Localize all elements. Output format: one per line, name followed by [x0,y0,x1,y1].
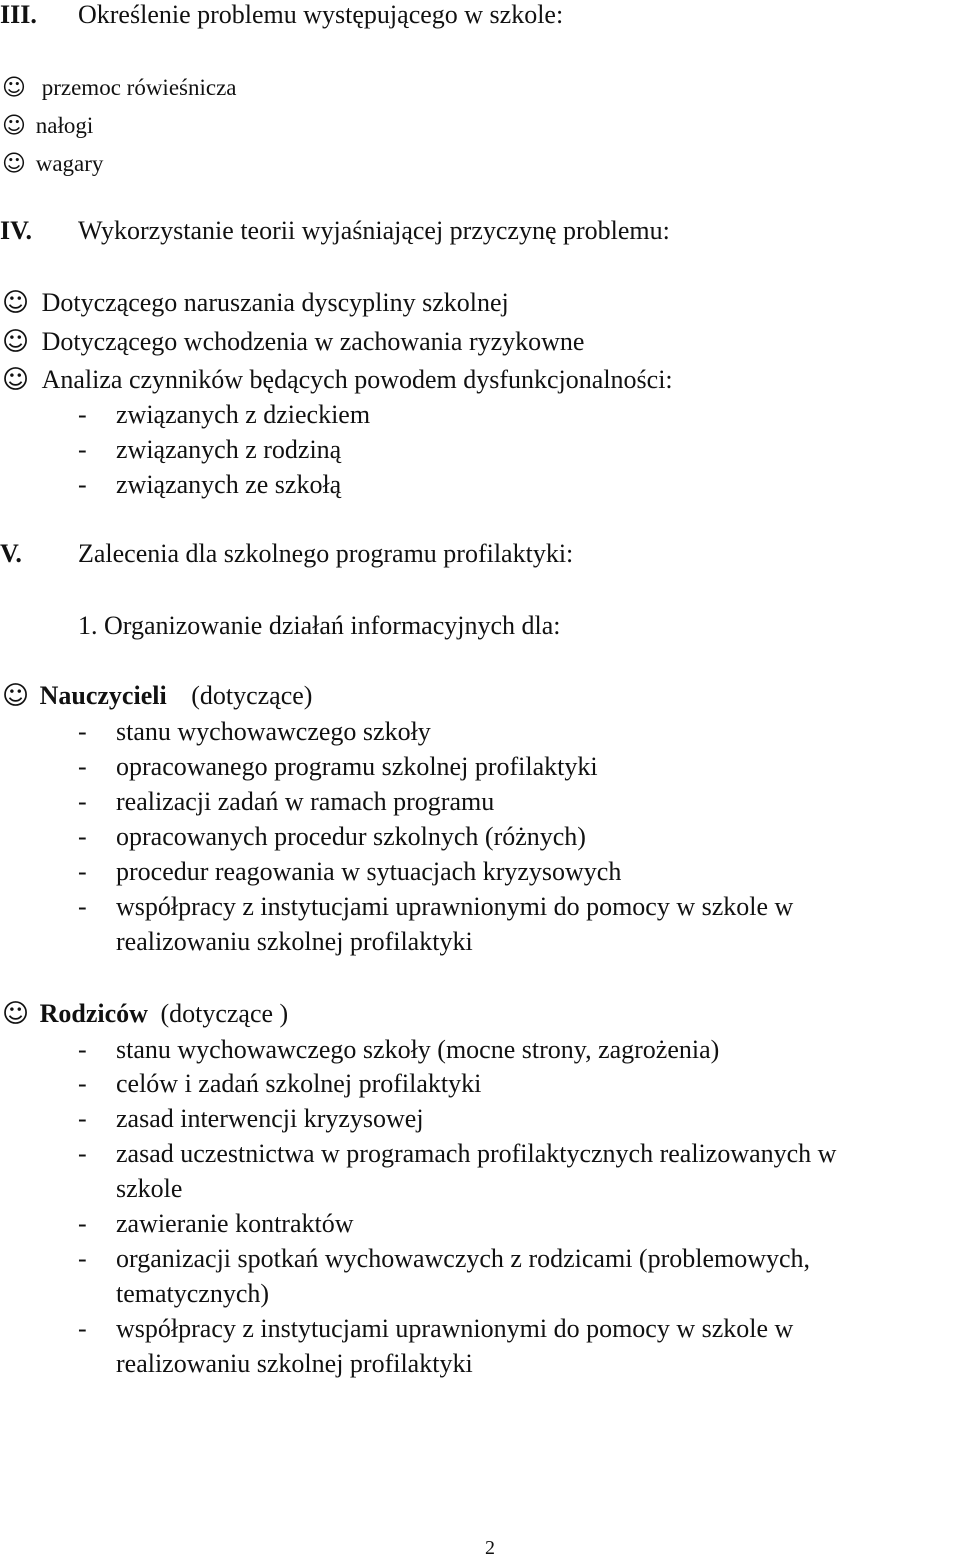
sub-item: związanych z rodziną [116,435,342,464]
section-title-4: Wykorzystanie teorii wyjaśniającej przyczynę problemu: [78,216,670,245]
teachers-item: opracowanych procedur szkolnych (różnych) [116,822,586,851]
dash-bullet: - [78,400,87,429]
list-item: ☺ Dotyczącego naruszania dyscypliny szkolnej [2,288,509,318]
teachers-item: realizacji zadań w ramach programu [116,787,495,816]
dash-bullet: - [78,1139,87,1168]
smiley-icon: ☺ [2,151,26,177]
dash-bullet: - [78,822,87,851]
dash-bullet: - [78,1314,87,1343]
list-item: ☺ Dotyczącego wchodzenia w zachowania ryzykowne [2,327,585,357]
dash-bullet: - [78,857,87,886]
sub-item: związanych z dzieckiem [116,400,371,429]
smiley-icon: ☺ [2,113,26,139]
parents-heading: ☺ Rodziców (dotyczące ) [2,999,289,1029]
teachers-item: procedur reagowania w sytuacjach kryzysowych [116,857,622,886]
dash-bullet: - [78,1035,87,1064]
dash-bullet: - [78,717,87,746]
teachers-item: opracowanego programu szkolnej profilaktyki [116,752,598,781]
numbered-item: 1. Organizowanie działań informacyjnych dla: [78,611,561,640]
dash-bullet: - [78,1069,87,1098]
dash-bullet: - [78,1244,87,1273]
list-item: ☺ Analiza czynników będących powodem dysfunkcjonalności: [2,365,673,395]
section-number-5: V. [0,539,22,568]
teachers-heading: ☺ Nauczycieli (dotyczące) [2,681,313,711]
dash-bullet: - [78,470,87,499]
parents-item-continuation: tematycznych) [116,1279,270,1308]
dash-bullet: - [78,892,87,921]
section-number-3: III. [0,0,37,29]
dash-bullet: - [78,1104,87,1133]
smiley-icon: ☺ [2,999,30,1029]
parents-item: stanu wychowawczego szkoły (mocne strony, zagrożenia) [116,1035,720,1064]
smiley-icon: ☺ [2,365,30,395]
smiley-icon: ☺ [2,288,30,318]
section-title-5: Zalecenia dla szkolnego programu profilaktyki: [78,539,574,568]
sub-item: związanych ze szkołą [116,470,342,499]
teachers-item-continuation: realizowaniu szkolnej profilaktyki [116,927,473,956]
parents-item-continuation: szkole [116,1174,183,1203]
parents-item-continuation: realizowaniu szkolnej profilaktyki [116,1349,473,1378]
dash-bullet: - [78,787,87,816]
smiley-icon: ☺ [2,75,26,101]
parents-item: organizacji spotkań wychowawczych z rodzicami (problemowych, [116,1244,811,1273]
dash-bullet: - [78,1209,87,1238]
parents-item: celów i zadań szkolnej profilaktyki [116,1069,482,1098]
section-title-3: Określenie problemu występującego w szkole: [78,0,564,29]
list-item: ☺ wagary [2,151,104,177]
teachers-item: współpracy z instytucjami uprawnionymi do pomocy w szkole w [116,892,794,921]
teachers-item: stanu wychowawczego szkoły [116,717,431,746]
section-number-4: IV. [0,216,33,245]
smiley-icon: ☺ [2,681,30,711]
page-number: 2 [485,1537,495,1559]
dash-bullet: - [78,435,87,464]
smiley-icon: ☺ [2,327,30,357]
parents-item: zasad interwencji kryzysowej [116,1104,424,1133]
parents-item: zasad uczestnictwa w programach profilaktycznych realizowanych w [116,1139,837,1168]
list-item: ☺ nałogi [2,113,94,139]
dash-bullet: - [78,752,87,781]
parents-item: zawieranie kontraktów [116,1209,354,1238]
parents-item: współpracy z instytucjami uprawnionymi do pomocy w szkole w [116,1314,794,1343]
list-item: ☺ przemoc rówieśnicza [2,75,237,101]
